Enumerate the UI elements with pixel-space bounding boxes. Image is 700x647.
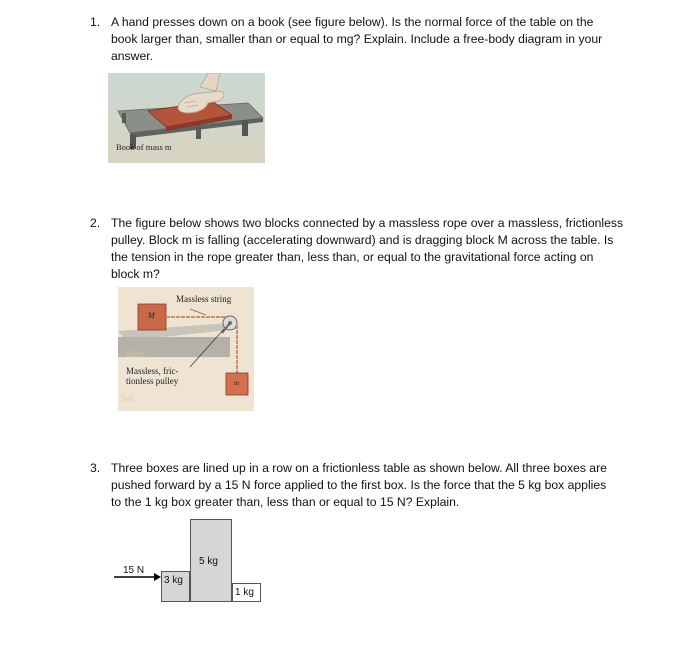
text-line: Three boxes are lined up in a row on a frictionless table as shown below. All three boxes are bbox=[111, 461, 607, 475]
text-line: book larger than, smaller than or equal to mg? Explain. Include a free-body diagram in your bbox=[111, 32, 603, 46]
pulley-label-line1: Massless, fric- bbox=[126, 366, 179, 376]
text-line: pulley. Block m is falling (accelerating downward) and is dragging block M across the table. Is bbox=[111, 233, 614, 247]
book-caption: Book of mass m bbox=[116, 142, 172, 152]
pulley-label-line2: tionless pulley bbox=[126, 376, 179, 386]
text-line: block m? bbox=[111, 267, 160, 281]
question-number: 2. bbox=[90, 216, 101, 230]
text-line: The figure below shows two blocks connected by a massless rope over a massless, frictionless bbox=[111, 216, 624, 230]
force-label: 15 N bbox=[123, 565, 145, 576]
pulley-diagram bbox=[118, 287, 254, 411]
boxes-figure bbox=[110, 515, 270, 610]
question-text bbox=[111, 215, 623, 283]
svg-text:bon: bon bbox=[122, 394, 134, 403]
box-5kg-label: 5 kg bbox=[199, 556, 218, 567]
question-1 bbox=[90, 14, 650, 66]
text-line: to the 1 kg box greater than, less than or equal to 15 N? Explain. bbox=[111, 495, 460, 509]
box-1kg-label: 1 kg bbox=[235, 587, 254, 598]
question-3 bbox=[90, 460, 650, 512]
string-label: Massless string bbox=[176, 294, 232, 304]
question-text bbox=[111, 460, 607, 511]
text-line: pushed forward by a 15 N force applied to the first box. Is the force that the 5 kg box applies bbox=[111, 478, 607, 492]
text-line: answer. bbox=[111, 49, 154, 63]
question-text bbox=[111, 14, 602, 65]
question-2 bbox=[90, 215, 665, 283]
text-line: A hand presses down on a book (see figure below). Is the normal force of the table on the bbox=[111, 15, 594, 29]
book-hand-figure bbox=[108, 73, 265, 163]
text-line: the tension in the rope greater than, less than, or equal to the gravitational force acting on bbox=[111, 250, 594, 264]
block-M-label: M bbox=[148, 311, 155, 320]
svg-text:ollov: ollov bbox=[126, 349, 145, 359]
question-number: 3. bbox=[90, 461, 101, 475]
block-m-label: m bbox=[234, 379, 240, 387]
pulley-figure bbox=[118, 287, 254, 411]
question-number: 1. bbox=[90, 15, 101, 29]
box-3kg-label: 3 kg bbox=[164, 575, 183, 586]
